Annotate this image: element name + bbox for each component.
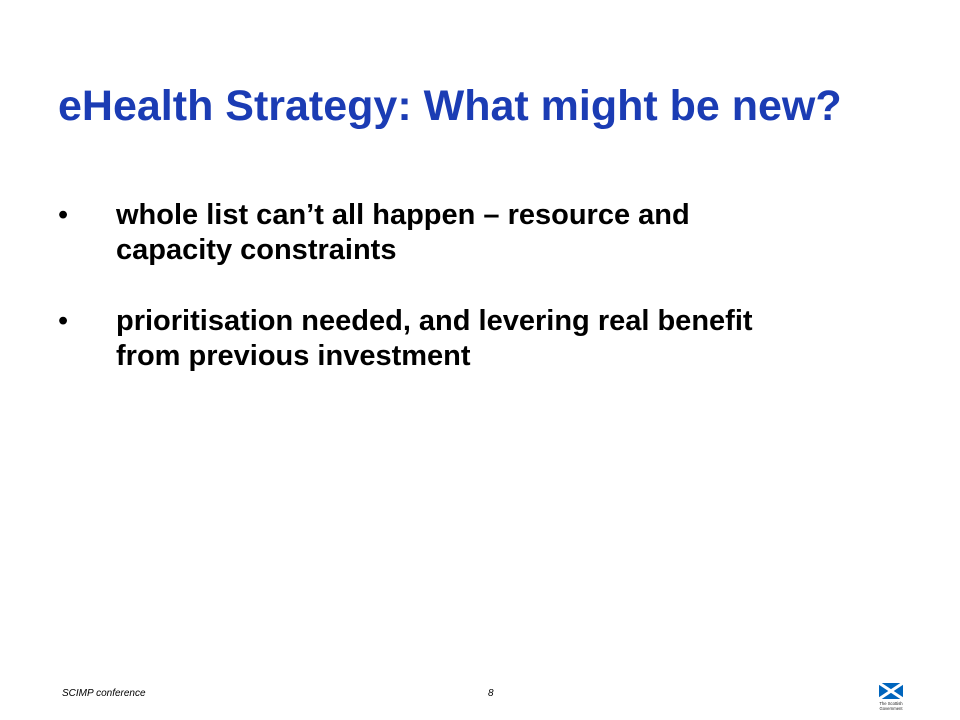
bullet-item bbox=[58, 304, 948, 374]
bullet-text-line: capacity constraints bbox=[116, 234, 397, 266]
bullet-marker: • bbox=[58, 305, 69, 337]
bullet-item bbox=[58, 198, 948, 268]
footer-page-number: 8 bbox=[488, 688, 494, 699]
bullet-list bbox=[58, 198, 948, 410]
bullet-marker: • bbox=[58, 199, 69, 231]
footer-conference-label: SCIMP conference bbox=[62, 688, 146, 699]
bullet-text-line: from previous investment bbox=[116, 340, 471, 372]
bullet-text-line: whole list can’t all happen – resource and bbox=[116, 199, 690, 231]
slide-title: eHealth Strategy: What might be new? bbox=[58, 82, 842, 130]
saltire-flag-icon bbox=[879, 683, 903, 699]
svg-text:The Scottish: The Scottish bbox=[879, 701, 903, 706]
svg-text:Government: Government bbox=[879, 706, 903, 711]
scottish-government-logo bbox=[874, 681, 908, 715]
bullet-text-line: prioritisation needed, and levering real benefit bbox=[116, 305, 753, 337]
